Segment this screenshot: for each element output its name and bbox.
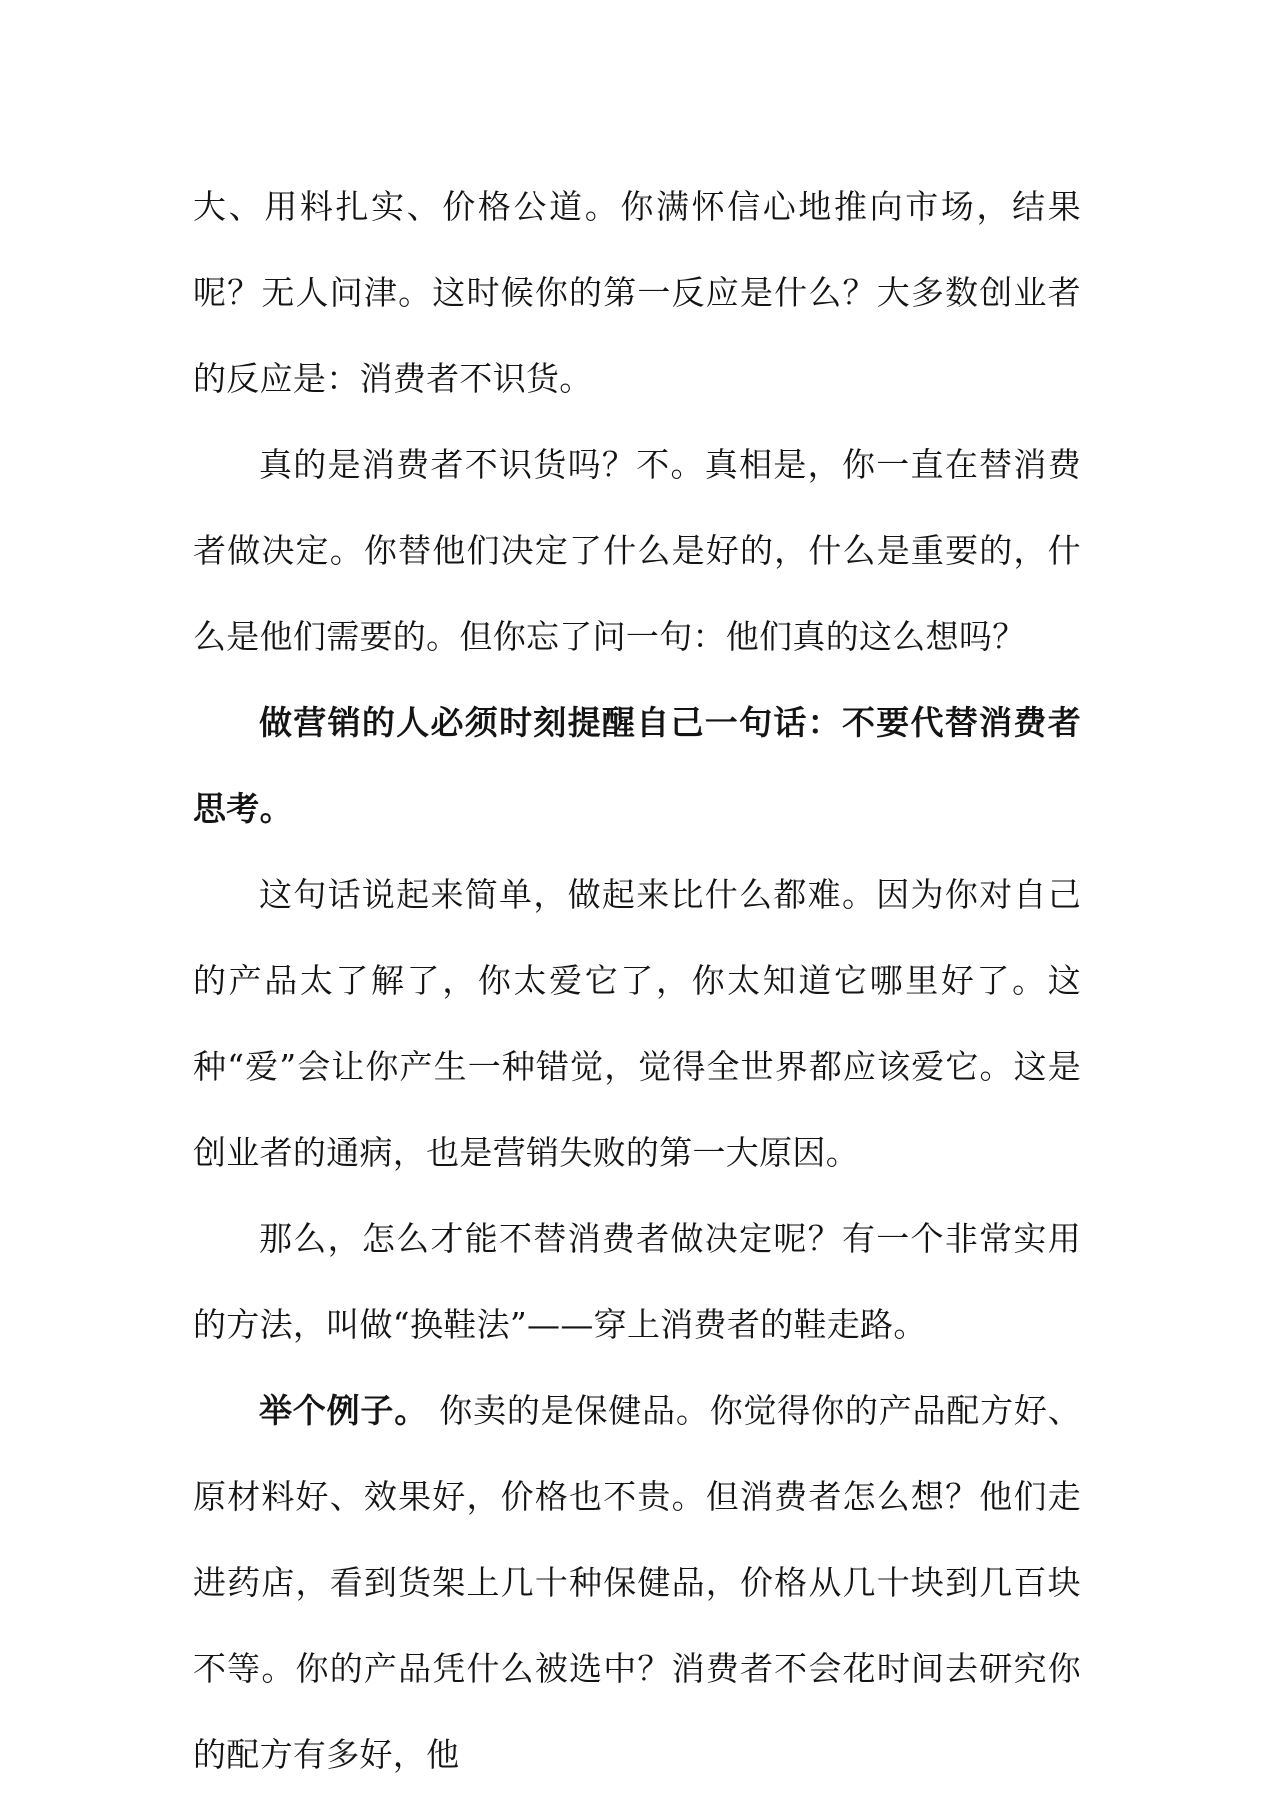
paragraph-explanation: 这句话说起来简单，做起来比什么都难。因为你对自己的产品太了解了，你太爱它了，你太知道它哪里好了。这种“爱”会让你产生一种错觉，觉得全世界都应该爱它。这是创业者的通病，也是营销失败的第一大原因。 [193,875,1081,1172]
body-text [193,164,1081,1798]
paragraph-key-principle: 做营销的人必须时刻提醒自己一句话：不要代替消费者思考。 [193,703,1081,828]
paragraph-continuation: 大、用料扎实、价格公道。你满怀信心地推向市场，结果呢？无人问津。这时候你的第一反应是什么？大多数创业者的反应是：消费者不识货。 [193,187,1081,398]
paragraph-method: 那么，怎么才能不替消费者做决定呢？有一个非常实用的方法，叫做“换鞋法”——穿上消费者的鞋走路。 [193,1219,1081,1344]
example-lead: 举个例子。 [259,1391,428,1430]
paragraph-example [193,1368,1081,1798]
example-text: 你卖的是保健品。你觉得你的产品配方好、原材料好、效果好，价格也不贵。但消费者怎么想？他们走进药店，看到货架上几十种保健品，价格从几十块到几百块不等。你的产品凭什么被选中？消费者不会花时间去研究你的配方有多好，他 [193,1391,1081,1774]
paragraph-truth: 真的是消费者不识货吗？不。真相是，你一直在替消费者做决定。你替他们决定了什么是好的，什么是重要的，什么是他们需要的。但你忘了问一句：他们真的这么想吗？ [193,445,1081,656]
